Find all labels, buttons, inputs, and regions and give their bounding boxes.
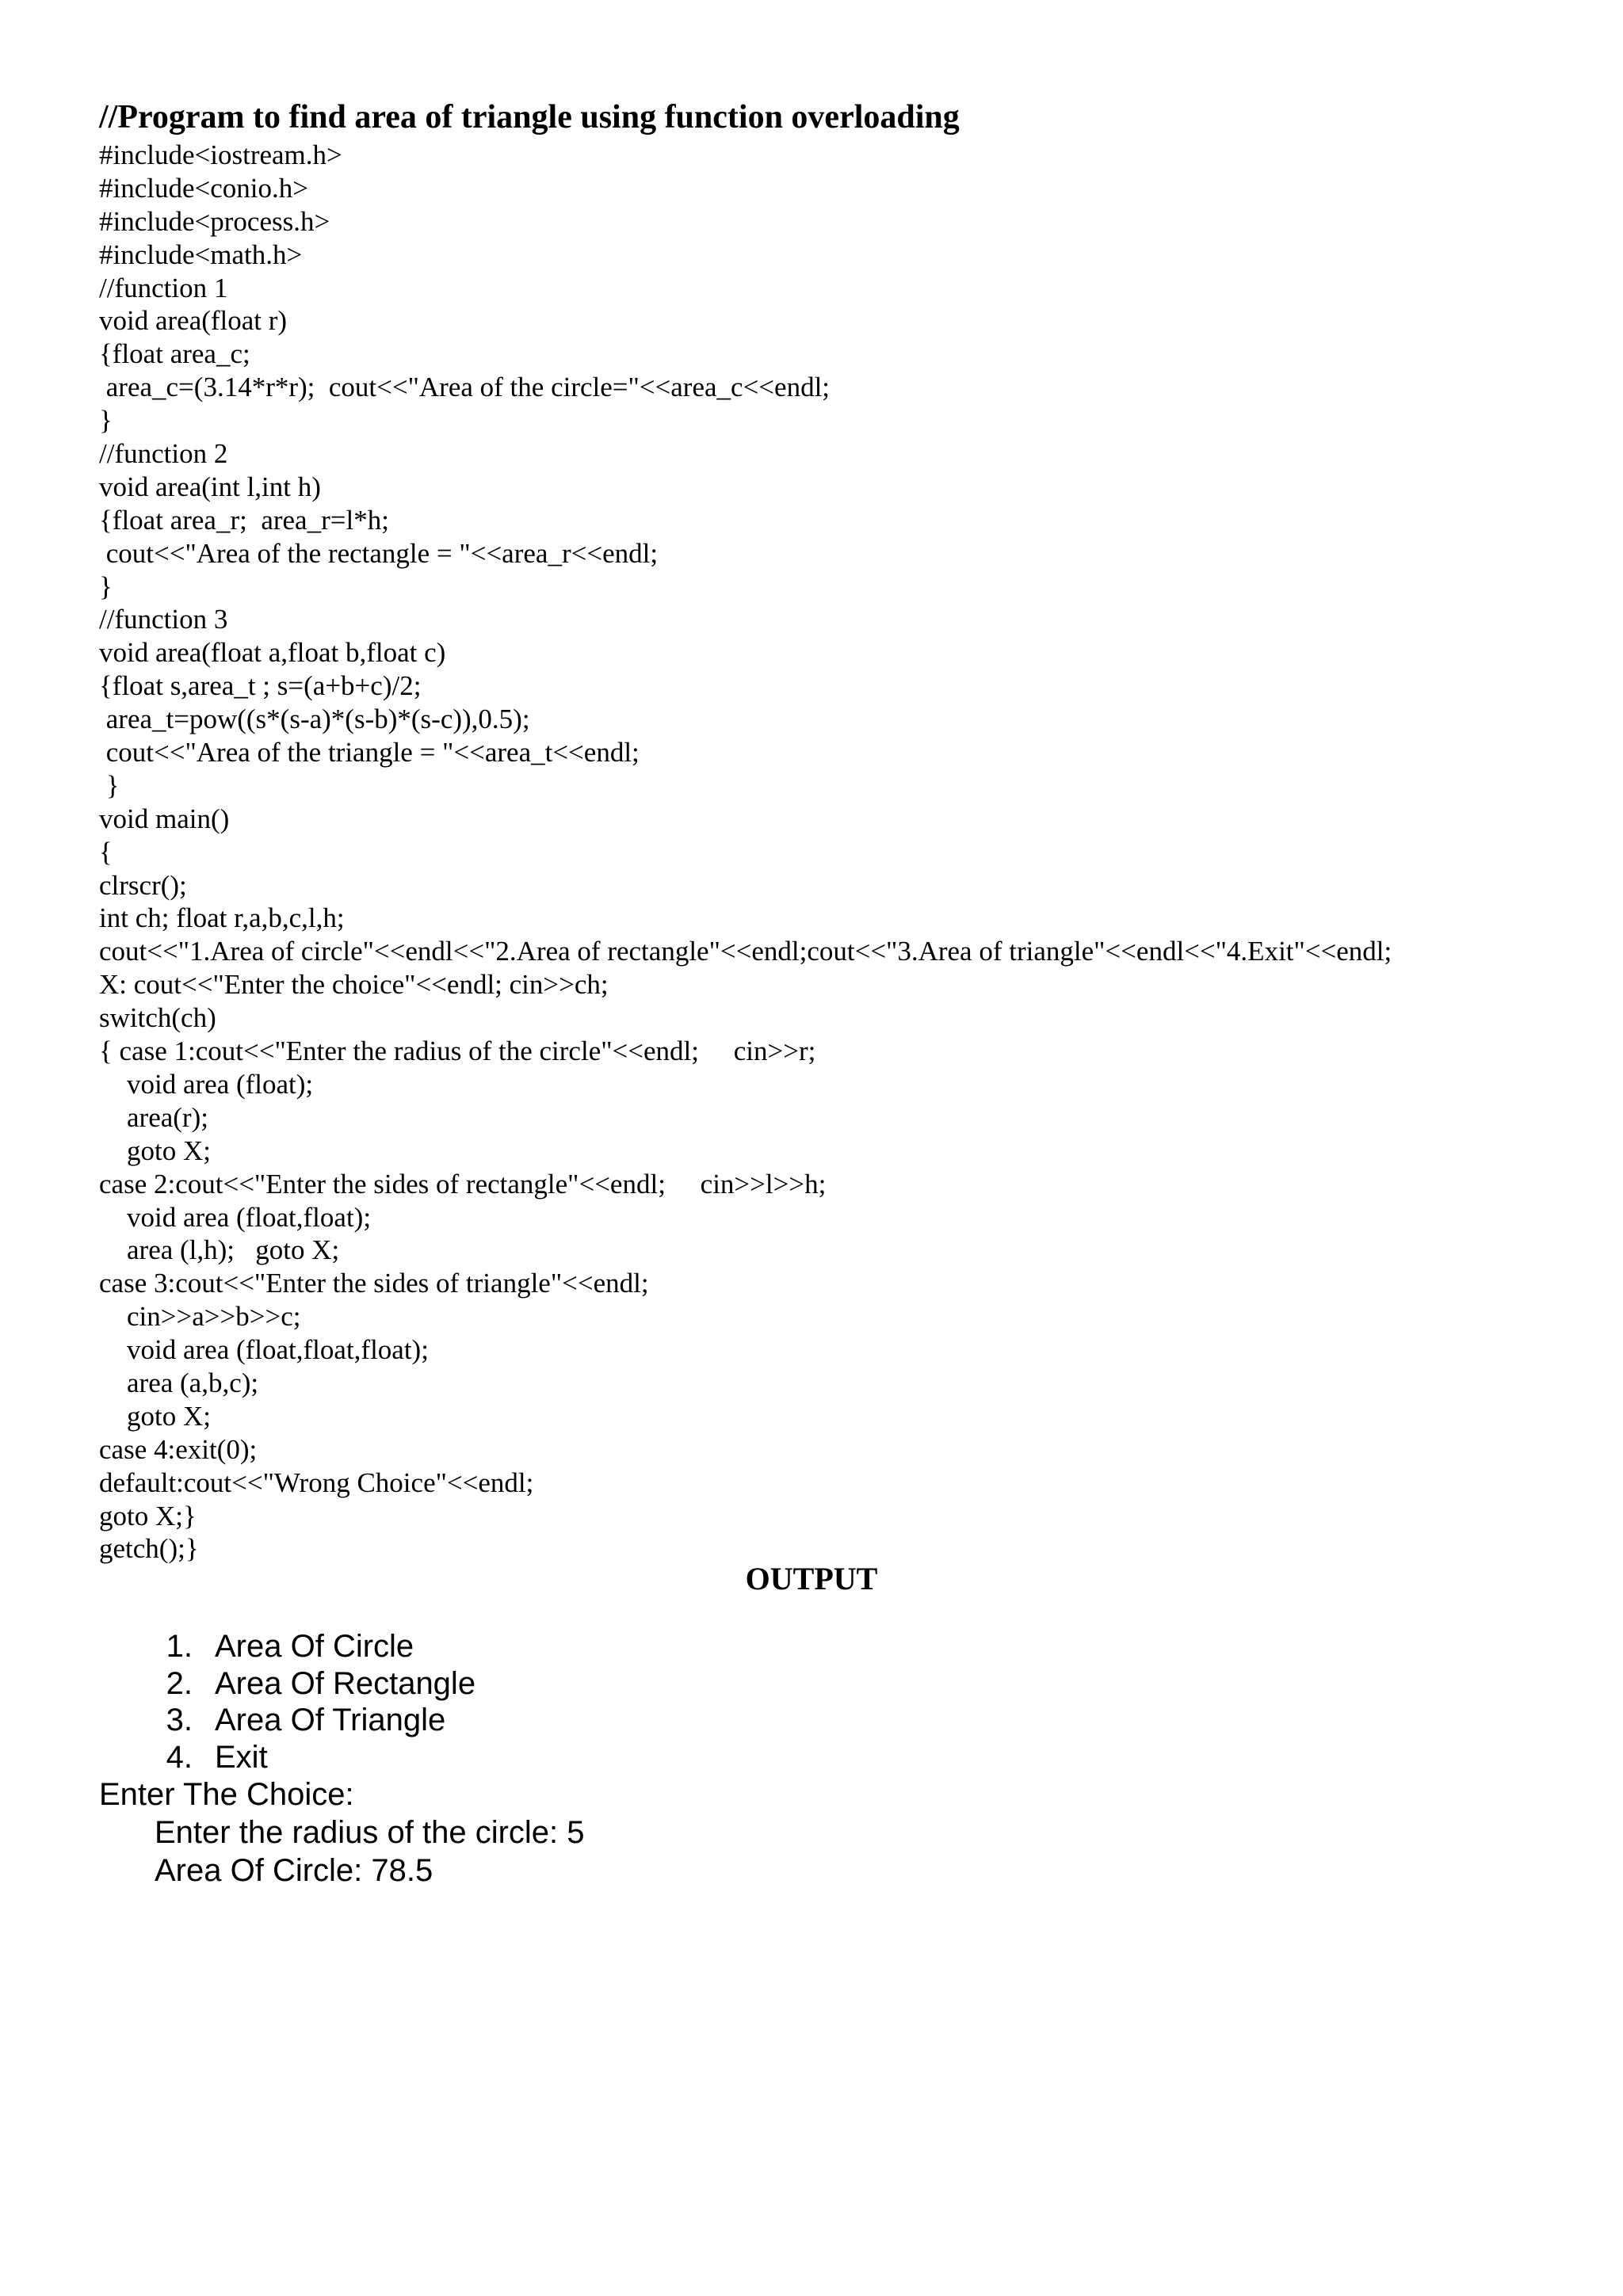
output-menu-item xyxy=(99,1702,475,1739)
menu-item-text: Area Of Rectangle xyxy=(215,1665,476,1701)
code-line: void area (float,float); xyxy=(99,1201,372,1233)
code-line: cin>>a>>b>>c; xyxy=(99,1301,301,1333)
code-line: void main() xyxy=(99,803,230,834)
code-line: {float area_c; xyxy=(99,338,250,370)
menu-item-number: 3. xyxy=(166,1703,193,1737)
code-line: X: cout<<"Enter the choice"<<endl; cin>>ch; xyxy=(99,969,609,1001)
code-line: void area(float r) xyxy=(99,305,288,337)
code-line: { xyxy=(99,836,113,868)
code-line: case 3:cout<<"Enter the sides of triangle"<<endl; xyxy=(99,1268,649,1299)
code-line: {float area_r; area_r=l*h; xyxy=(99,504,389,536)
output-heading: OUTPUT xyxy=(745,1561,878,1596)
code-line: //function 2 xyxy=(99,438,228,470)
code-line: void area(int l,int h) xyxy=(99,471,321,502)
code-line: area_c=(3.14*r*r); cout<<"Area of the circle="<<area_c<<endl; xyxy=(99,372,831,403)
program-title: //Program to find area of triangle using function overloading xyxy=(99,99,960,135)
code-line: cout<<"Area of the triangle = "<<area_t<<endl; xyxy=(99,737,640,769)
code-line: } xyxy=(99,769,120,801)
output-menu-item xyxy=(99,1628,475,1665)
code-line: cout<<"1.Area of circle"<<endl<<"2.Area of rectangle"<<endl;cout<<"3.Area of triangle"<<endl<<"4.Exit"<<endl; xyxy=(99,936,1392,967)
code-line: #include<process.h> xyxy=(99,205,330,237)
code-line: area_t=pow((s*(s-a)*(s-b)*(s-c)),0.5); xyxy=(99,704,530,735)
output-prompt: Enter The Choice: xyxy=(99,1777,354,1812)
code-line: } xyxy=(99,405,113,437)
code-line: } xyxy=(99,570,113,602)
menu-item-text: Area Of Circle xyxy=(215,1629,414,1664)
code-line: //function 1 xyxy=(99,272,228,303)
code-line: cout<<"Area of the rectangle = "<<area_r<<endl; xyxy=(99,537,659,569)
menu-item-text: Area Of Triangle xyxy=(215,1703,446,1737)
output-radius-line: Enter the radius of the circle: 5 xyxy=(155,1815,585,1850)
code-line: goto X; xyxy=(99,1400,211,1432)
code-listing xyxy=(99,139,1392,1566)
code-line: {float s,area_t ; s=(a+b+c)/2; xyxy=(99,670,422,702)
code-line: void area (float); xyxy=(99,1068,314,1100)
code-line: goto X; xyxy=(99,1135,211,1166)
output-menu-item xyxy=(99,1739,475,1776)
code-line: void area(float a,float b,float c) xyxy=(99,637,446,669)
code-line: area(r); xyxy=(99,1101,208,1133)
code-line: switch(ch) xyxy=(99,1002,216,1034)
code-line: int ch; float r,a,b,c,l,h; xyxy=(99,902,345,934)
code-line: #include<conio.h> xyxy=(99,172,309,204)
code-line: #include<iostream.h> xyxy=(99,139,342,170)
code-line: area (a,b,c); xyxy=(99,1367,259,1398)
code-line: getch();} xyxy=(99,1533,199,1565)
code-line: case 4:exit(0); xyxy=(99,1433,258,1465)
menu-item-number: 1. xyxy=(166,1629,193,1664)
code-line: default:cout<<"Wrong Choice"<<endl; xyxy=(99,1466,534,1498)
output-result-line: Area Of Circle: 78.5 xyxy=(155,1853,433,1888)
code-line: goto X;} xyxy=(99,1500,197,1531)
code-line: void area (float,float,float); xyxy=(99,1334,429,1366)
code-line: //function 3 xyxy=(99,604,228,635)
code-line: #include<math.h> xyxy=(99,238,303,270)
output-menu-list xyxy=(99,1628,475,1775)
code-line: clrscr(); xyxy=(99,869,187,901)
menu-item-number: 2. xyxy=(166,1665,193,1701)
output-console-lines xyxy=(99,1775,585,1890)
menu-item-text: Exit xyxy=(215,1739,268,1775)
code-line: case 2:cout<<"Enter the sides of rectangle"<<endl; cin>>l>>h; xyxy=(99,1168,827,1199)
code-line: area (l,h); goto X; xyxy=(99,1234,340,1266)
menu-item-number: 4. xyxy=(166,1739,193,1775)
output-menu-item xyxy=(99,1665,475,1703)
code-line: { case 1:cout<<"Enter the radius of the circle"<<endl; cin>>r; xyxy=(99,1035,816,1067)
